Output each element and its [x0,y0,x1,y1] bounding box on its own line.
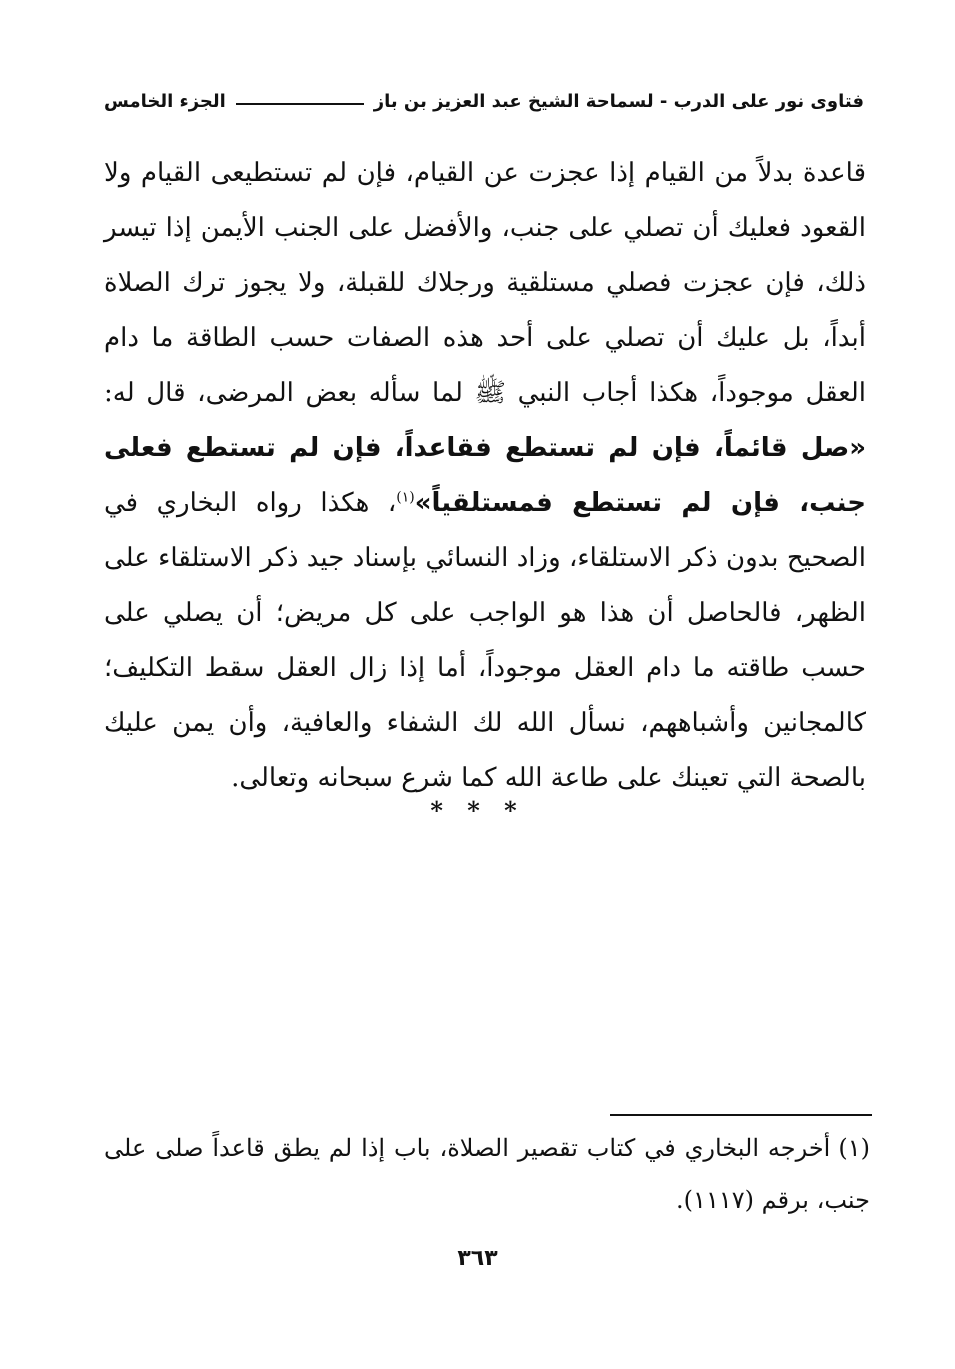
running-header [104,86,864,116]
page-number: ٣٦٣ [457,1246,498,1271]
body-paragraph [104,146,866,806]
footnote-text: أخرجه البخاري في كتاب تقصير الصلاة، باب إذا لم يطق قاعداً صلى على جنب، برقم (١١١٧). [104,1134,870,1214]
series-title: فتاوى نور على الدرب - لسماحة الشيخ عبد العزيز بن باز [373,90,864,112]
header-rule [236,103,364,105]
section-separator: * * * [430,796,525,825]
footnote-reference: (١) [396,489,415,506]
hadith-quote: «صل قائماً، فإن لم تستطع فقاعداً، فإن لم تستطع فعلى جنب، فإن لم تستطع فمستلقياً» [104,433,866,518]
body-intro-text: قاعدة بدلاً من القيام إذا عجزت عن القيام، فإن لم تستطيعى القيام ولا القعود فعليك أن تصلي على جنب، والأفضل على الجنب الأيمن إذا تيسر ذلك، فإن عجزت فصلي مستلقية ورجلاك للقبلة، ولا يجوز ترك الصلاة أبداً، بل عليك أن تصلي على أحد هذه الصفات حسب الطاقة ما دام العقل موجوداً، هكذا أجاب النبي ﷺ لما سأله بعض المرضى، قال له: [104,158,866,408]
footnote [104,1122,870,1226]
volume-label: الجزء الخامس [104,90,226,112]
footnote-rule [610,1114,872,1116]
footnote-marker: (١) [838,1134,870,1162]
body-rest-text: ، هكذا رواه البخاري في الصحيح بدون ذكر الاستلقاء، وزاد النسائي بإسناد جيد ذكر الاستلقاء على الظهر، فالحاصل أن هذا هو الواجب على كل مريض؛ أن يصلي على حسب طاقته ما دام العقل موجوداً، أما إذا زال العقل سقط التكليف؛ كالمجانين وأشباههم، نسأل الله لك الشفاء والعافية، وأن يمن عليك بالصحة التي تعينك على طاعة الله كما شرع سبحانه وتعالى. [104,488,866,793]
